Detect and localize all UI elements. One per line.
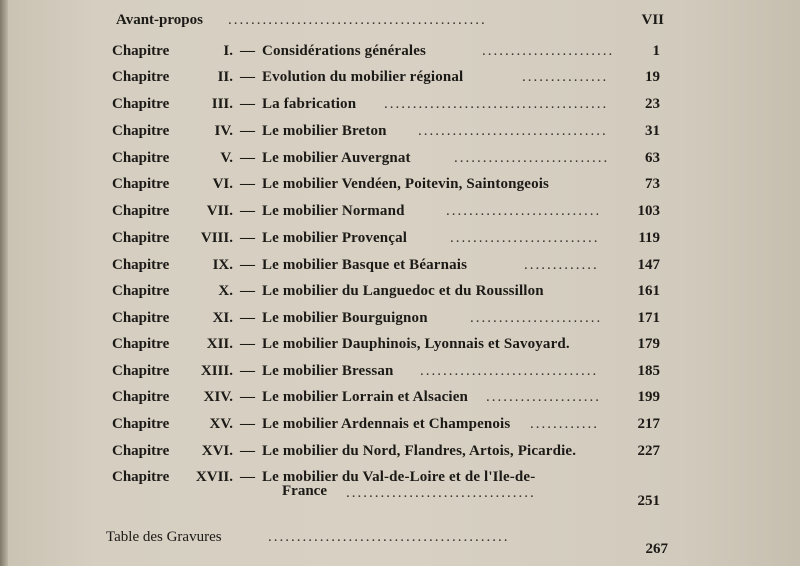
chapter-number: VIII. (200, 230, 233, 246)
dot-leader: ............. (524, 257, 599, 273)
toc-entry-chapter (0, 254, 800, 276)
chapter-dash: — (240, 69, 255, 85)
chapter-number: I. (223, 43, 233, 59)
chapter-dash: — (240, 96, 255, 112)
chapter-page-number: 1 (652, 43, 660, 59)
chapter-page-number: 217 (637, 416, 660, 432)
chapter-title: Le mobilier Bourguignon (262, 310, 428, 326)
chapter-title: Le mobilier du Nord, Flandres, Artois, Picardie. (262, 443, 577, 459)
chapter-number: IX. (212, 257, 233, 273)
chapter-label: Chapitre (112, 43, 170, 59)
chapter-title: Le mobilier Ardennais et Champenois (262, 416, 511, 432)
dot-leader: ....................... (482, 43, 615, 59)
dot-leader: ....................................... (384, 96, 609, 112)
chapter-number: XIV. (203, 389, 233, 405)
toc-entry-chapter (0, 360, 800, 382)
toc-entry-chapter (0, 66, 800, 88)
engravings-page: 267 (645, 541, 668, 557)
chapter-dash: — (240, 443, 255, 459)
chapter-page-number: 161 (637, 283, 660, 299)
toc-entry-chapter (0, 40, 800, 62)
chapter-label: Chapitre (112, 150, 170, 166)
dot-leader: ........................... (446, 203, 602, 219)
dot-leader: ............ (530, 416, 599, 432)
chapter-dash: — (240, 203, 255, 219)
chapter-title: Le mobilier Provençal (262, 230, 408, 246)
chapter-page-number: 147 (637, 257, 660, 273)
chapter-page-number: 199 (637, 389, 660, 405)
chapter-page-number: 185 (637, 363, 660, 379)
toc-entry-preface (0, 9, 800, 31)
chapter-dash: — (240, 363, 255, 379)
chapter-label: Chapitre (112, 123, 170, 139)
chapter-dash: — (240, 150, 255, 166)
toc-entry-chapter (0, 173, 800, 195)
chapter-number: IV. (214, 123, 233, 139)
dot-leader: .................... (486, 389, 601, 405)
chapter-label: Chapitre (112, 176, 170, 192)
chapter-label: Chapitre (112, 389, 170, 405)
chapter-title: Le mobilier Breton (262, 123, 387, 139)
chapter-title: Le mobilier Vendéen, Poitevin, Saintongeois (262, 176, 550, 192)
dot-leader: .......................................... (268, 529, 510, 545)
chapter-label: Chapitre (112, 443, 170, 459)
chapter-page-number: 63 (645, 150, 660, 166)
chapter-label: Chapitre (112, 310, 170, 326)
dot-leader: ................................. (418, 123, 608, 139)
chapter-title: Considérations générales (262, 43, 427, 59)
chapter-page-number: 119 (638, 230, 660, 246)
chapter-dash: — (240, 336, 255, 352)
chapter-dash: — (240, 283, 255, 299)
dot-leader: ....................... (470, 310, 603, 326)
chapter-page-number: 23 (645, 96, 660, 112)
chapter-label: Chapitre (112, 230, 170, 246)
dot-leader: ............................................. (228, 12, 487, 28)
chapter-number: XIII. (200, 363, 233, 379)
chapter-page-number: 251 (637, 493, 660, 509)
chapter-title: Le mobilier Basque et Béarnais (262, 257, 468, 273)
chapter-title: La fabrication (262, 96, 357, 112)
preface-page: VII (641, 12, 664, 28)
chapter-number: III. (211, 96, 233, 112)
chapter-title: Le mobilier Lorrain et Alsacien (262, 389, 469, 405)
dot-leader: ............................... (420, 363, 599, 379)
dot-leader: ................................. (346, 485, 536, 501)
chapter-number: XI. (212, 310, 233, 326)
chapter-dash: — (240, 230, 255, 246)
chapter-title-continuation: France (282, 483, 327, 499)
toc-entry-chapter (0, 466, 800, 509)
chapter-number: VI. (212, 176, 233, 192)
chapter-dash: — (240, 176, 255, 192)
toc-entry-chapter (0, 280, 800, 302)
chapter-dash: — (240, 257, 255, 273)
dot-leader: .......................... (450, 230, 600, 246)
toc-entry-chapter (0, 307, 800, 329)
chapter-title: Le mobilier Auvergnat (262, 150, 411, 166)
chapter-page-number: 19 (645, 69, 660, 85)
toc-entry-chapter (0, 200, 800, 222)
chapter-label: Chapitre (112, 336, 170, 352)
chapter-page-number: 31 (645, 123, 660, 139)
toc-entry-chapter (0, 120, 800, 142)
toc-entry-chapter (0, 386, 800, 408)
chapter-title: Le mobilier du Languedoc et du Roussillon (262, 283, 544, 299)
chapter-title: Le mobilier Bressan (262, 363, 394, 379)
preface-title: Avant-propos (116, 12, 203, 28)
chapter-dash: — (240, 416, 255, 432)
chapter-title: Le mobilier Dauphinois, Lyonnais et Savoyard. (262, 336, 570, 352)
chapter-number: VII. (206, 203, 233, 219)
chapter-label: Chapitre (112, 69, 170, 85)
toc-entry-chapter (0, 147, 800, 169)
chapter-label: Chapitre (112, 416, 170, 432)
chapter-dash: — (240, 310, 255, 326)
chapter-number: XVII. (195, 469, 233, 485)
chapter-dash: — (240, 469, 255, 485)
chapter-number: XV. (209, 416, 233, 432)
chapter-number: X. (218, 283, 233, 299)
chapter-number: V. (220, 150, 233, 166)
toc-entry-chapter (0, 413, 800, 435)
chapter-number: XII. (206, 336, 233, 352)
chapter-page-number: 179 (637, 336, 660, 352)
chapter-dash: — (240, 43, 255, 59)
chapter-page-number: 103 (637, 203, 660, 219)
dot-leader: ............... (522, 69, 609, 85)
chapter-page-number: 171 (637, 310, 660, 326)
chapter-title: Le mobilier du Val-de-Loire et de l'Ile-de- (262, 469, 536, 485)
chapter-page-number: 73 (645, 176, 660, 192)
chapter-label: Chapitre (112, 257, 170, 273)
chapter-label: Chapitre (112, 203, 170, 219)
chapter-label: Chapitre (112, 96, 170, 112)
chapter-dash: — (240, 123, 255, 139)
chapter-title: Evolution du mobilier régional (262, 69, 464, 85)
toc-entry-engravings (0, 526, 800, 557)
chapter-page-number: 227 (637, 443, 660, 459)
toc-entry-chapter (0, 333, 800, 355)
chapter-title: Le mobilier Normand (262, 203, 405, 219)
chapter-number: II. (217, 69, 233, 85)
chapter-label: Chapitre (112, 363, 170, 379)
dot-leader: ........................... (454, 150, 610, 166)
chapter-label: Chapitre (112, 283, 170, 299)
chapter-number: XVI. (201, 443, 233, 459)
chapter-dash: — (240, 389, 255, 405)
chapter-label: Chapitre (112, 469, 170, 485)
toc-entry-chapter (0, 440, 800, 462)
toc-entry-chapter (0, 227, 800, 249)
engravings-title: Table des Gravures (106, 529, 222, 545)
toc-entry-chapter (0, 93, 800, 115)
